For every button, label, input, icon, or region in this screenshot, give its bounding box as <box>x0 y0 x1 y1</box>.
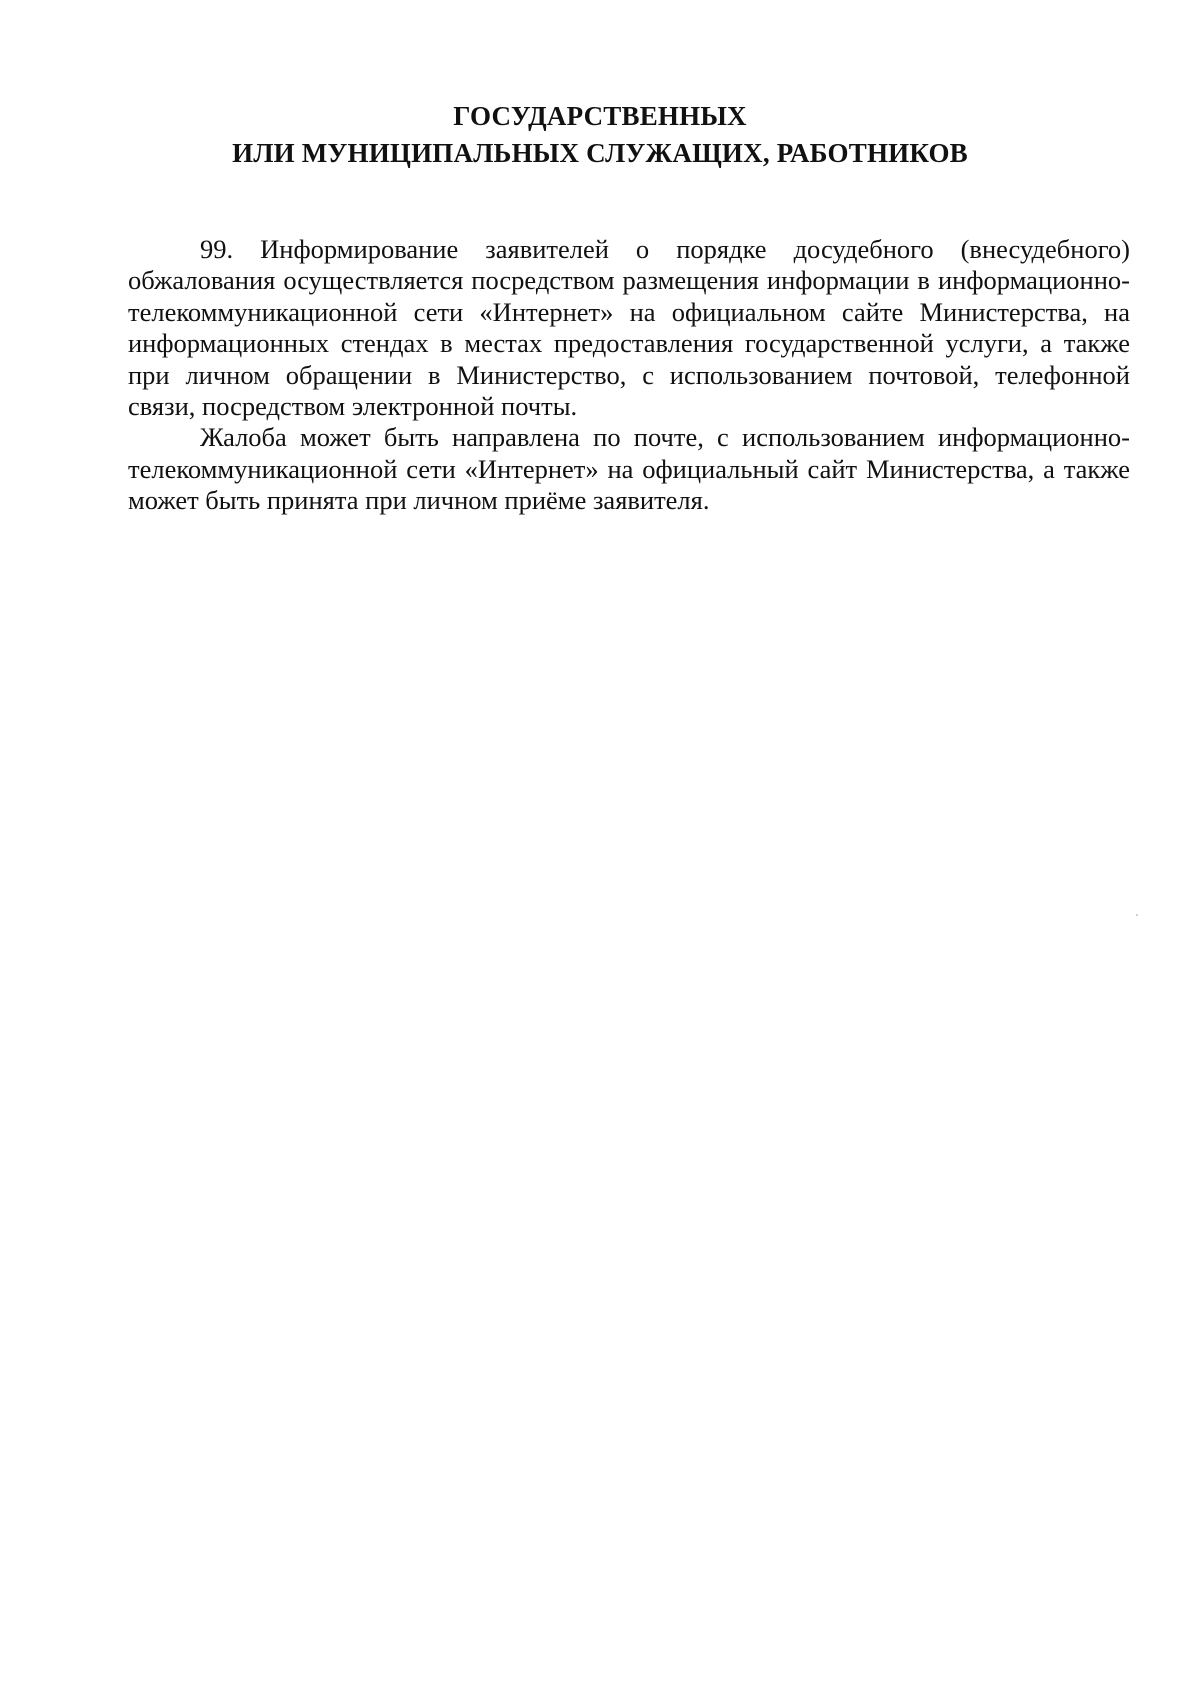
document-body <box>128 234 1130 517</box>
heading-line-2: ИЛИ МУНИЦИПАЛЬНЫХ СЛУЖАЩИХ, РАБОТНИКОВ <box>232 138 968 168</box>
paragraph-complaint: Жалоба может быть направлена по почте, с использованием информационно-телекоммуникационной сети «Интернет» на официальный сайт Министерства, а также может быть принята при личном приёме заявителя. <box>128 422 1130 516</box>
paragraph-99: 99. Информирование заявителей о порядке досудебного (внесудебного) обжалования осуществляется посредством размещения информации в информационно-телекоммуникационной сети «Интернет» на официальном сайте Министерства, на информационных стендах в местах предоставления государственной услуги, а также при личном обращении в Министерство, с использованием почтовой, телефонной связи, посредством электронной почты. <box>128 234 1130 422</box>
heading-line-1: ГОСУДАРСТВЕННЫХ <box>453 101 747 131</box>
section-heading <box>0 98 1200 172</box>
scan-artifact <box>1136 914 1138 916</box>
